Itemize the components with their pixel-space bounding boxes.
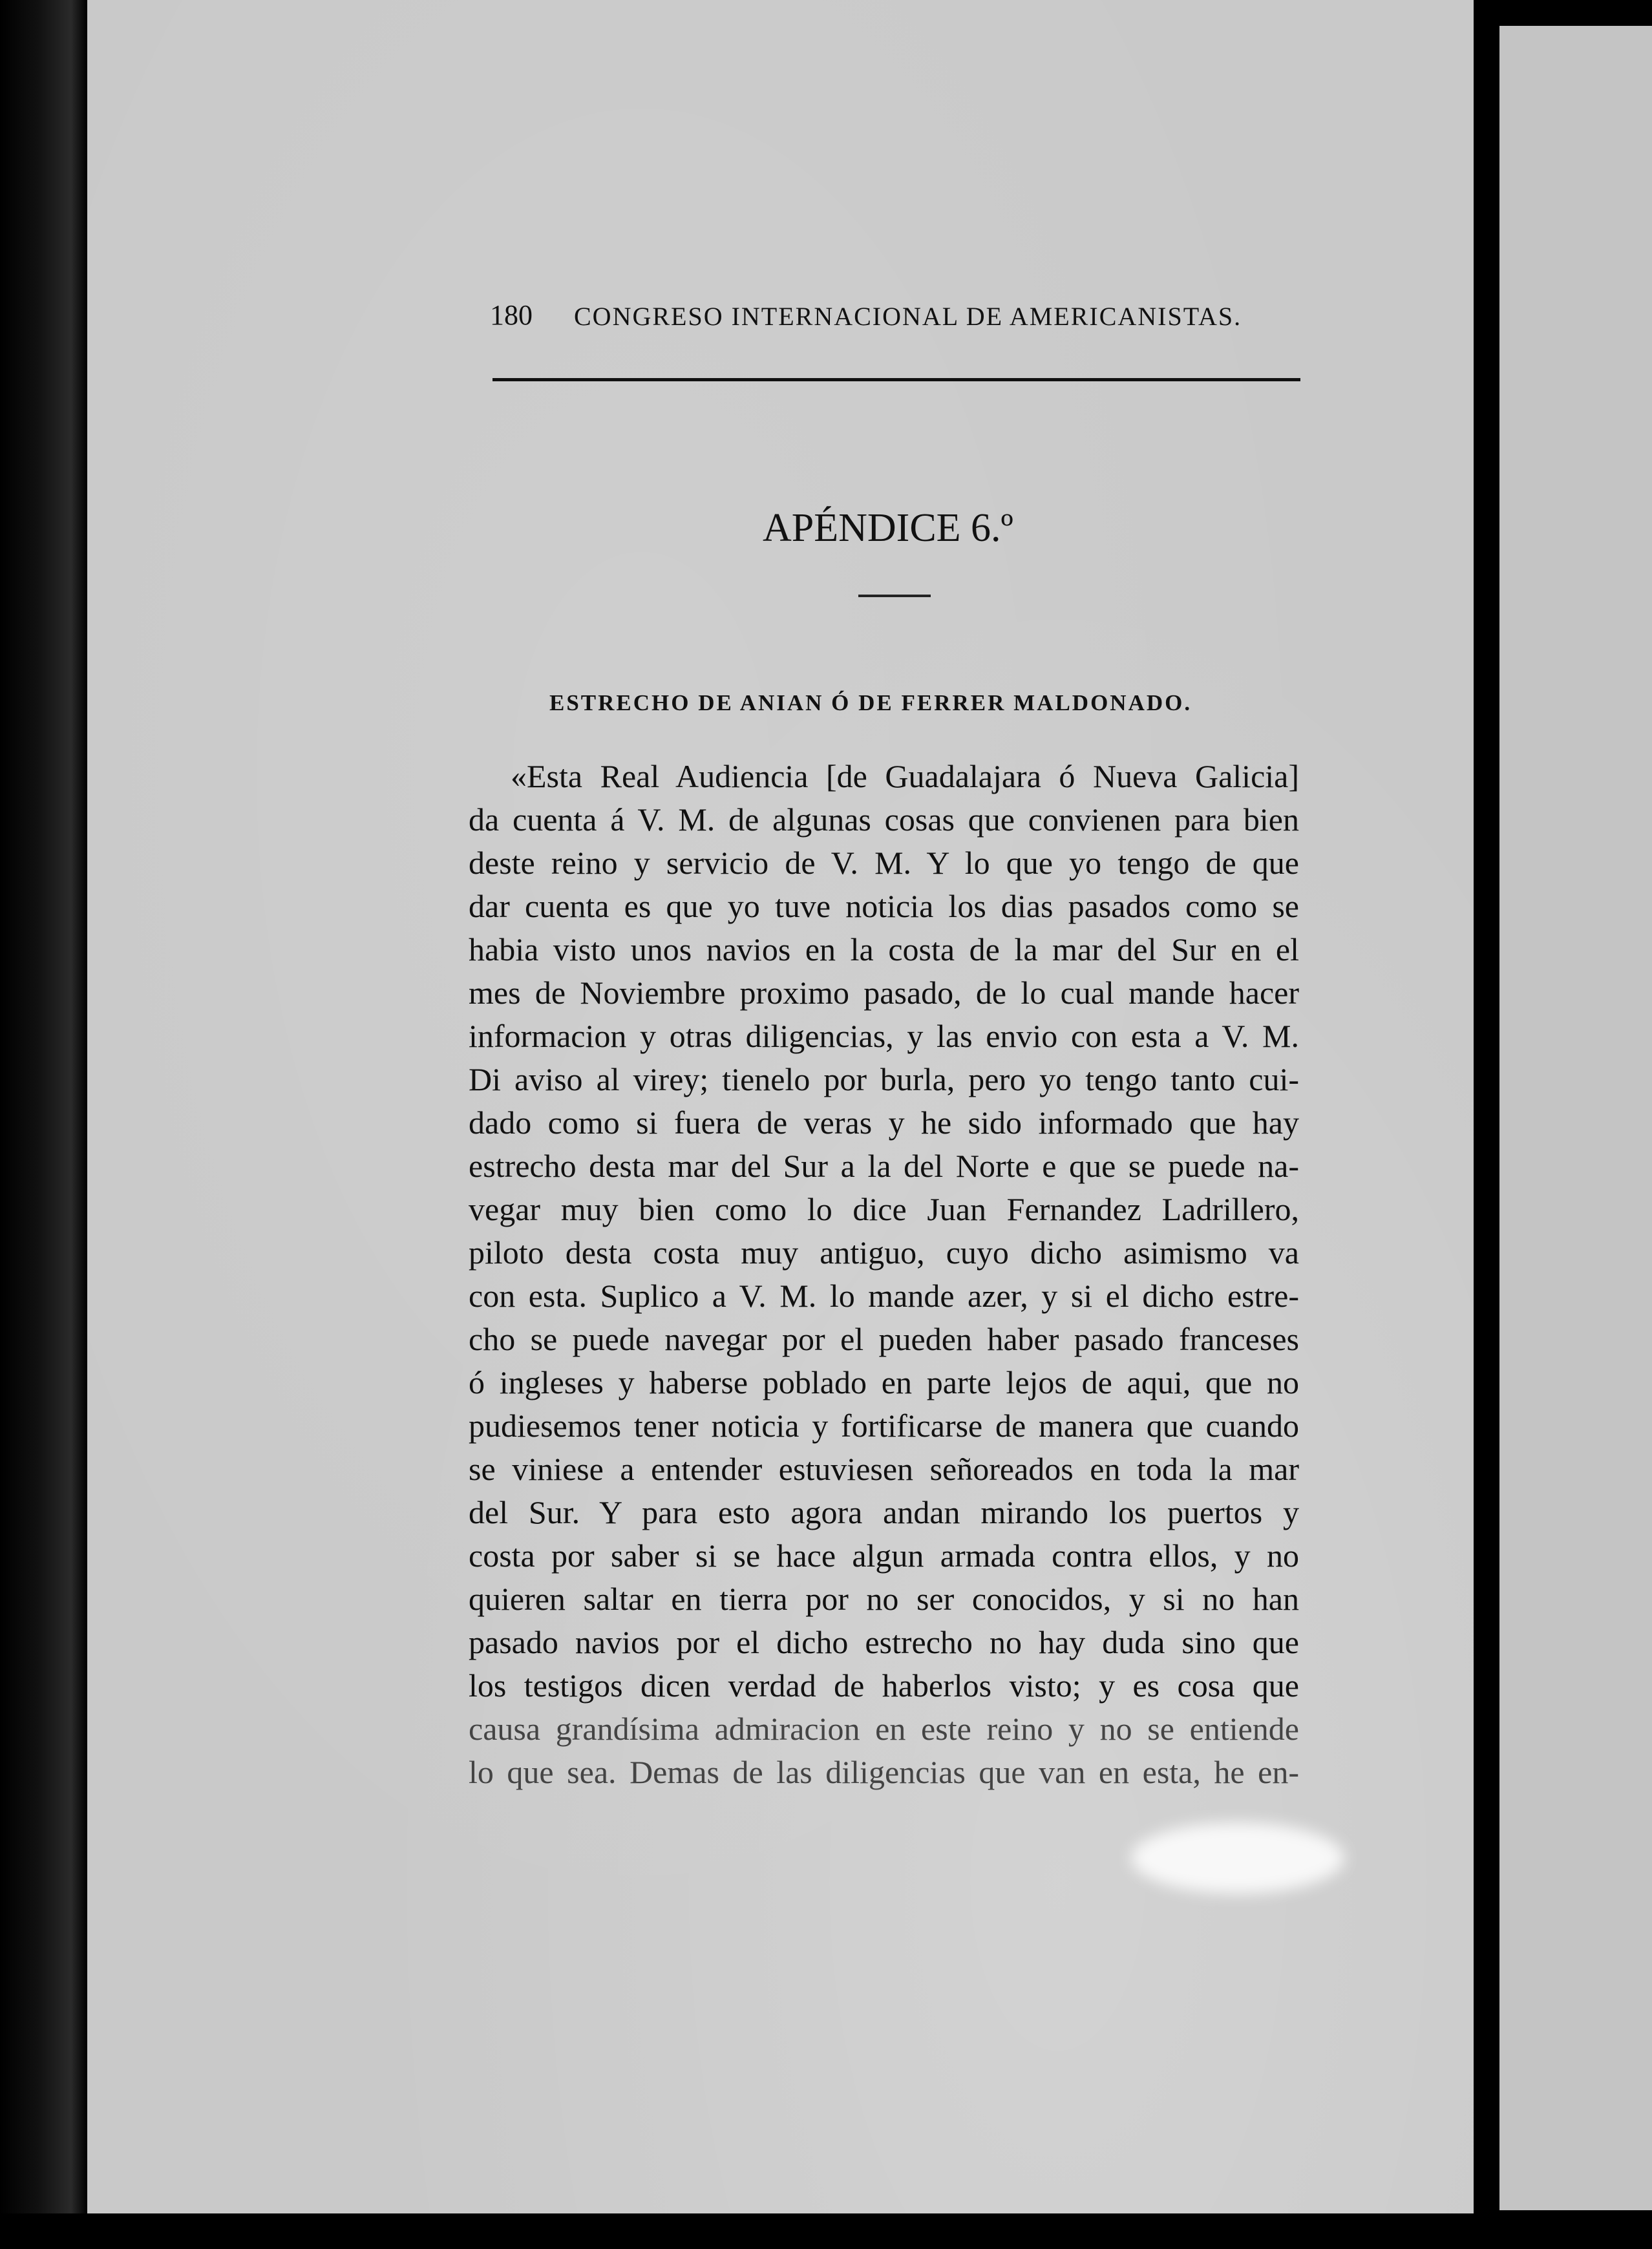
appendix-title: APÉNDICE 6.º [763, 506, 1013, 550]
body-line: con esta. Suplico a V. M. lo mande azer, y si el dicho estre- [469, 1278, 1299, 1314]
body-line: se viniese a entender estuviesen señoreados en toda la mar [469, 1451, 1299, 1487]
body-line: del Sur. Y para esto agora andan mirando los puertos y [469, 1494, 1299, 1530]
header-rule [492, 378, 1300, 381]
body-line: pudiesemos tener noticia y fortificarse de manera que cuando [469, 1408, 1299, 1444]
body-line: causa grandísima admiracion en este reino y no se entiende [469, 1711, 1299, 1747]
book-gutter [1474, 0, 1499, 2249]
body-line: estrecho desta mar del Sur a la del Norte e que se puede na- [469, 1148, 1299, 1184]
body-line: deste reino y servicio de V. M. Y lo que yo tengo de que [469, 845, 1299, 881]
body-line: habia visto unos navios en la costa de la mar del Sur en el [469, 931, 1299, 967]
body-line: quieren saltar en tierra por no ser conocidos, y si no han [469, 1581, 1299, 1617]
body-line: costa por saber si se hace algun armada contra ellos, y no [469, 1537, 1299, 1574]
page-number: 180 [490, 299, 533, 331]
body-line: piloto desta costa muy antiguo, cuyo dicho asimismo va [469, 1234, 1299, 1271]
facing-page-edge [1499, 26, 1652, 2210]
body-line: mes de Noviembre proximo pasado, de lo cual mande hacer [469, 975, 1299, 1011]
running-head [490, 299, 1304, 344]
body-line: da cuenta á V. M. de algunas cosas que convienen para bien [469, 801, 1299, 838]
body-line: lo que sea. Demas de las diligencias que van en esta, he en- [469, 1754, 1299, 1790]
body-line: cho se puede navegar por el pueden haber pasado franceses [469, 1321, 1299, 1357]
book-left-edge [0, 0, 87, 2249]
body-line: dar cuenta es que yo tuve noticia los dias pasados como se [469, 888, 1299, 924]
section-heading: ESTRECHO DE ANIAN Ó DE FERRER MALDONADO. [549, 690, 1192, 715]
scan-bottom-edge [0, 2213, 1652, 2249]
running-title: CONGRESO INTERNACIONAL DE AMERICANISTAS. [574, 302, 1242, 331]
body-line: dado como si fuera de veras y he sido informado que hay [469, 1104, 1299, 1141]
title-rule [858, 595, 931, 597]
body-line: vegar muy bien como lo dice Juan Fernandez Ladrillero, [469, 1191, 1299, 1227]
scan-glare [1131, 1822, 1344, 1894]
body-text [469, 755, 1299, 1794]
body-line: informacion y otras diligencias, y las envio con esta a V. M. [469, 1018, 1299, 1054]
body-line: «Esta Real Audiencia [de Guadalajara ó Nueva Galicia] [511, 758, 1299, 794]
body-line: pasado navios por el dicho estrecho no hay duda sino que [469, 1624, 1299, 1660]
body-line: Di aviso al virey; tienelo por burla, pero yo tengo tanto cui- [469, 1061, 1299, 1097]
body-line: ó ingleses y haberse poblado en parte lejos de aqui, que no [469, 1364, 1299, 1400]
body-line: los testigos dicen verdad de haberlos visto; y es cosa que [469, 1667, 1299, 1704]
